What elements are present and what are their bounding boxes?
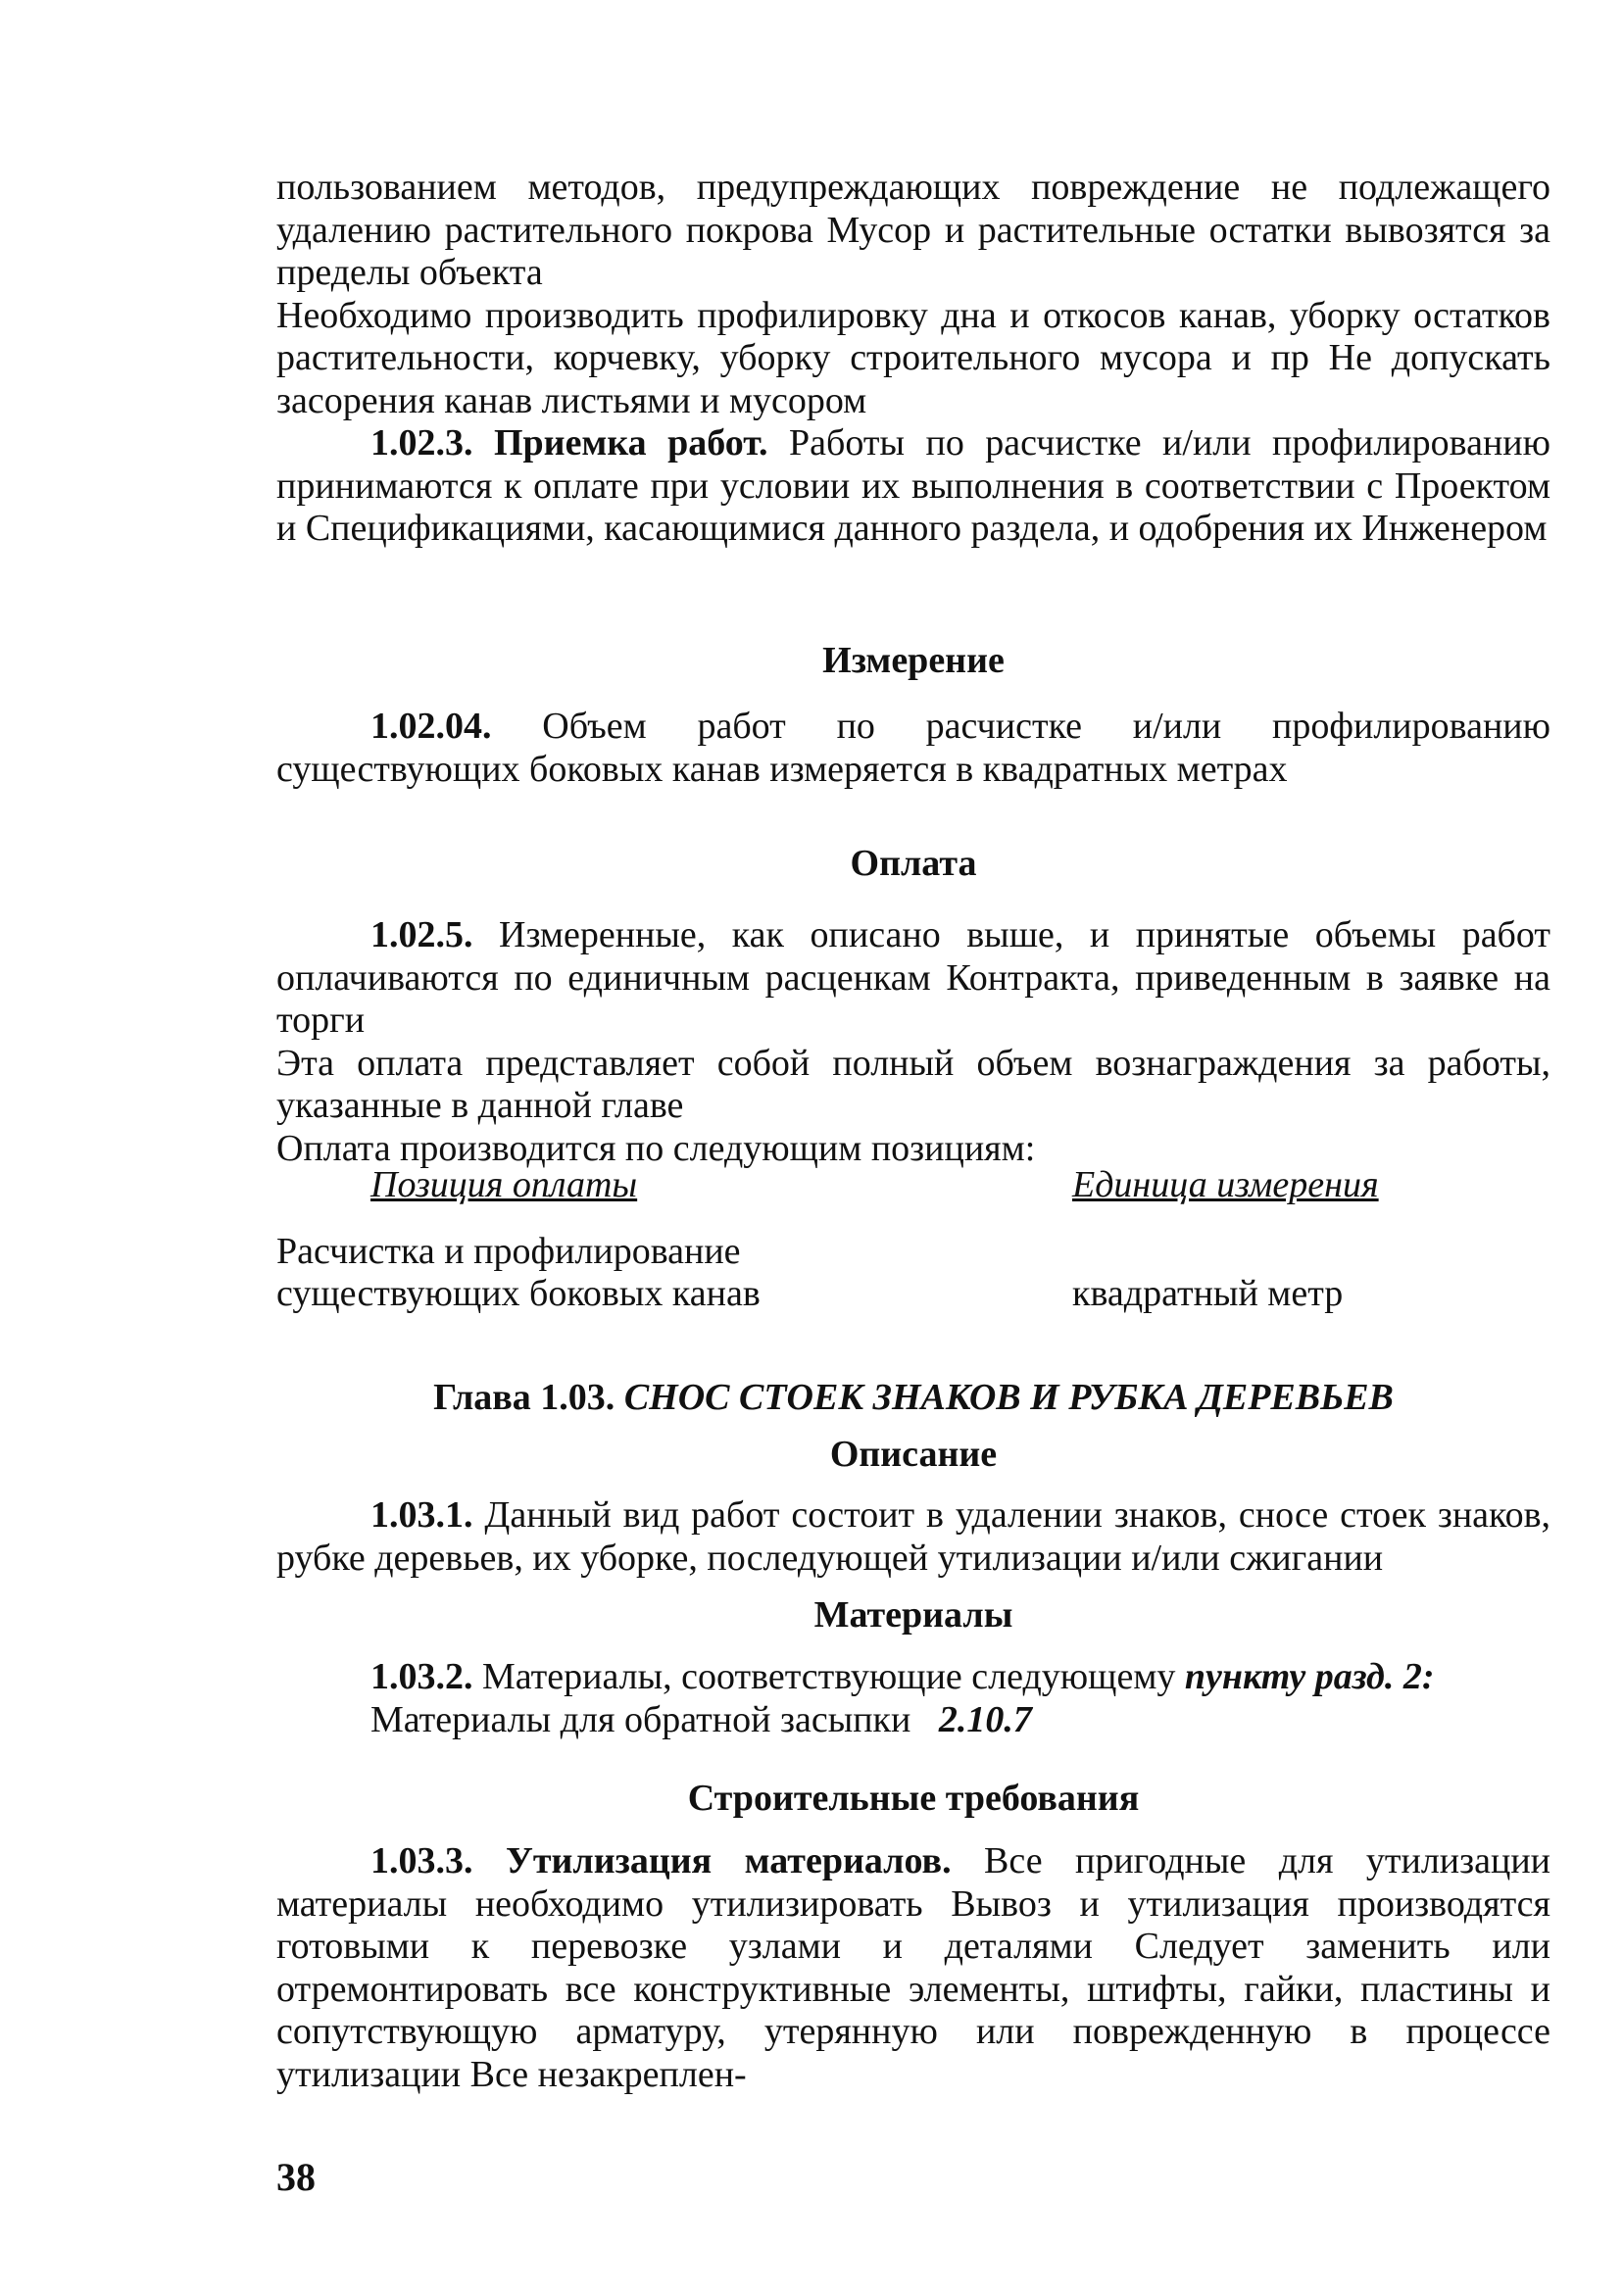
- table-row: [276, 1273, 1550, 1316]
- clause-reference: пункту разд. 2:: [1184, 1656, 1435, 1697]
- clause-text: Данный вид работ состоит в удалении знаков, сносе стоек знаков, рубке деревьев, их уборке, последующей утилизации и/или сжигании: [276, 1494, 1551, 1579]
- backfill-reference: 2.10.7: [938, 1698, 1032, 1740]
- payment-section: [276, 843, 1550, 886]
- chapter-heading: [276, 1377, 1550, 1420]
- clause-text: Объем работ по расчистке и/или профилированию существующих боковых канав измеряется в квадратных метрах: [276, 706, 1551, 790]
- payment-text: [276, 914, 1550, 1170]
- paragraph-1-03-3: [276, 1840, 1550, 2096]
- clause-text: Материалы, соответствующие следующему: [482, 1656, 1176, 1697]
- table-cell-item: Расчистка и профилирование: [276, 1230, 741, 1272]
- chapter-title: [276, 1377, 1550, 1420]
- clause-text: Все пригодные для утилизации материалы необходимо утилизировать Вывоз и утилизация производятся готовыми к перевозке узлами и деталями Следует заменить или отремонтировать все конструктивные элементы, штифты, гайки, пластины и сопутствующую арматуру, утерянную или поврежденную в процессе утилизации Все незакреплен-: [276, 1840, 1551, 2095]
- measurement-section: [276, 640, 1550, 683]
- paragraph-payment-scope: Эта оплата представляет собой полный объем вознаграждения за работы, указанные в данной главе: [276, 1042, 1550, 1126]
- backfill-text: Материалы для обратной засыпки: [370, 1698, 911, 1740]
- description-text: [276, 1494, 1550, 1580]
- chapter-number: Глава 1.03.: [433, 1377, 615, 1418]
- heading-construction: Строительные требования: [687, 1778, 1140, 1819]
- clause-number: 1.03.1.: [370, 1494, 473, 1536]
- paragraph-1-02-04: [276, 706, 1550, 791]
- clause-text: Измеренные, как описано выше, и принятые объемы работ оплачиваются по единичным расценкам Контракта, приведенным в заявке на торги: [276, 914, 1550, 1041]
- construction-text: [276, 1840, 1550, 2096]
- heading-payment: Оплата: [850, 843, 977, 884]
- clause-number: 1.02.04.: [370, 706, 492, 747]
- clause-number: 1.02.5.: [370, 914, 473, 955]
- paragraph-1-02-3: [276, 422, 1550, 551]
- page-number: 38: [276, 2155, 316, 2199]
- table-header-unit: Единица измерения: [1072, 1164, 1379, 1205]
- clause-text: Работы по расчистке и/или профилированию принимаются к оплате при условии их выполнения в соответствии с Проектом и Спецификациями, касающимися данного раздела, и одобрения их Инженером: [276, 422, 1551, 549]
- clause-number: 1.03.2.: [370, 1656, 473, 1697]
- paragraph-payment-items: Оплата производится по следующим позициям:: [276, 1127, 1036, 1169]
- clause-title: Приемка работ.: [493, 422, 768, 464]
- heading-description: Описание: [829, 1434, 998, 1475]
- paragraph-1-02-5: [276, 914, 1550, 1043]
- heading-measurement: Измерение: [822, 640, 1005, 681]
- table-cell-unit: квадратный метр: [1072, 1273, 1344, 1314]
- clause-number: 1.02.3.: [370, 422, 473, 464]
- materials-section: [276, 1594, 1550, 1637]
- paragraph-1-03-1: [276, 1494, 1550, 1580]
- description-section: [276, 1434, 1550, 1477]
- materials-text: [276, 1656, 1550, 1741]
- clause-title: Утилизация материалов.: [505, 1840, 952, 1881]
- table-header-row: [276, 1164, 1550, 1207]
- table-cell-item: существующих боковых канав: [276, 1273, 761, 1314]
- clause-number: 1.03.3.: [370, 1840, 473, 1881]
- construction-section: [276, 1778, 1550, 1821]
- chapter-name: СНОС СТОЕК ЗНАКОВ И РУБКА ДЕРЕВЬЕВ: [623, 1377, 1394, 1418]
- paragraph-1-03-2: [276, 1656, 1550, 1699]
- paragraph-continued: пользованием методов, предупреждающих повреждение не подлежащего удалению растительного покрова Мусор и растительные остатки вывозятся за пределы объекта: [276, 167, 1550, 293]
- heading-materials: Материалы: [813, 1594, 1013, 1636]
- payment-table: [276, 1164, 1550, 1316]
- paragraph-profiling: Необходимо производить профилировку дна и откосов канав, уборку остатков растительности, корчевку, уборку строительного мусора и пр Не допускать засорения канав листьями и мусором: [276, 294, 1550, 421]
- measurement-text: [276, 706, 1550, 791]
- table-row: [276, 1231, 1550, 1274]
- text-block-1-02: [276, 167, 1550, 551]
- paragraph-backfill: [276, 1699, 1550, 1742]
- table-header-payment-item: Позиция оплаты: [370, 1164, 638, 1205]
